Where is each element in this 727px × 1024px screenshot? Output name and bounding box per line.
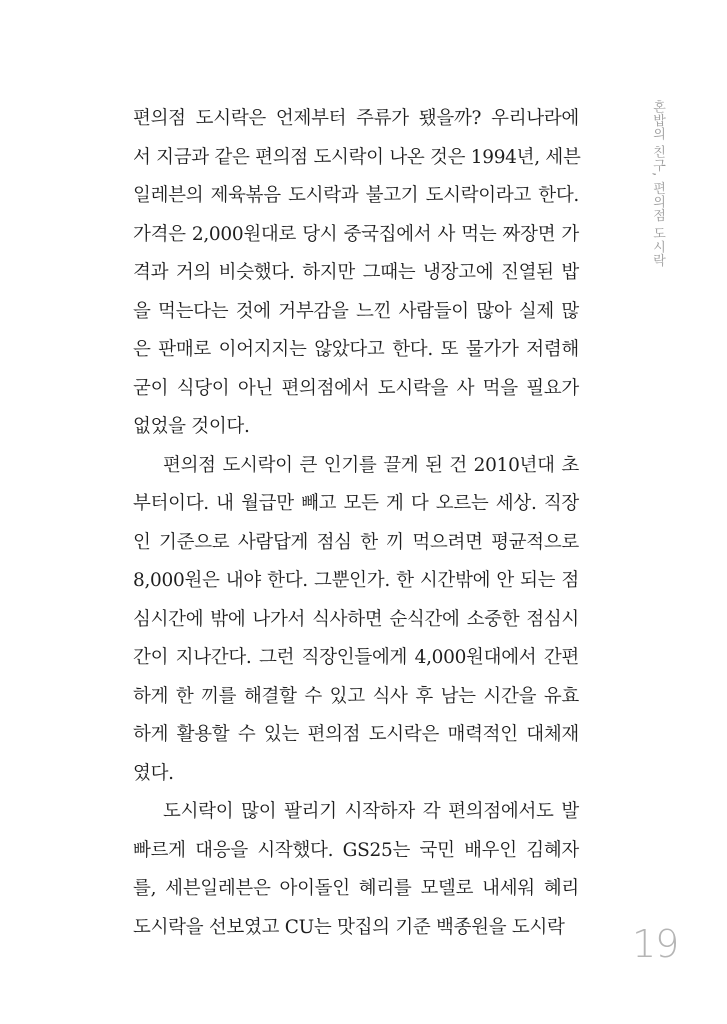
text-line: 간이 지나간다. 그런 직장인들에게 4,000원대에서 간편	[133, 647, 579, 668]
text-line: 없었을 것이다.	[133, 416, 250, 437]
text-line: 를, 세븐일레븐은 아이돌인 혜리를 모델로 내세워 혜리	[133, 878, 579, 899]
text-line: 부터이다. 내 월급만 빼고 모든 게 다 오르는 세상. 직장	[133, 493, 579, 514]
text-line: 하게 한 끼를 해결할 수 있고 식사 후 남는 시간을 유효	[133, 685, 579, 707]
text-line: 빠르게 대응을 시작했다. GS25는 국민 배우인 김혜자	[133, 839, 579, 861]
running-head: 혼밥의 친구, 편의점 도시락	[650, 100, 665, 268]
page-number: 19	[632, 922, 679, 966]
text-line: 굳이 식당이 아닌 편의점에서 도시락을 사 먹을 필요가	[133, 377, 579, 399]
text-line: 서 지금과 같은 편의점 도시락이 나온 것은 1994년, 세븐	[133, 146, 581, 168]
text-line: 가격은 2,000원대로 당시 중국집에서 사 먹는 짜장면 가	[133, 223, 579, 245]
text-line: 도시락을 선보였고 CU는 맛집의 기준 백종원을 도시락	[133, 916, 565, 938]
text-line: 격과 거의 비슷했다. 하지만 그때는 냉장고에 진열된 밥	[133, 262, 579, 283]
text-line: 인 기준으로 사람답게 점심 한 끼 먹으려면 평균적으로	[133, 531, 579, 553]
text-line: 일레븐의 제육볶음 도시락과 불고기 도시락이라고 한다.	[133, 185, 579, 206]
text-line: 하게 활용할 수 있는 편의점 도시락은 매력적인 대체재	[133, 724, 579, 745]
text-line: 도시락이 많이 팔리기 시작하자 각 편의점에서도 발	[163, 801, 579, 822]
text-line: 편의점 도시락이 큰 인기를 끌게 된 건 2010년대 초	[163, 454, 579, 476]
text-line: 은 판매로 이어지지는 않았다고 한다. 또 물가가 저렴해	[133, 339, 579, 360]
text-line: 8,000원은 내야 한다. 그뿐인가. 한 시간밖에 안 되는 점	[133, 570, 579, 591]
text-line: 을 먹는다는 것에 거부감을 느낀 사람들이 많아 실제 많	[133, 300, 579, 322]
text-line: 심시간에 밖에 나가서 식사하면 순식간에 소중한 점심시	[133, 608, 579, 630]
text-line: 였다.	[133, 762, 174, 784]
text-line: 편의점 도시락은 언제부터 주류가 됐을까? 우리나라에	[133, 108, 579, 129]
body-text	[133, 100, 579, 947]
